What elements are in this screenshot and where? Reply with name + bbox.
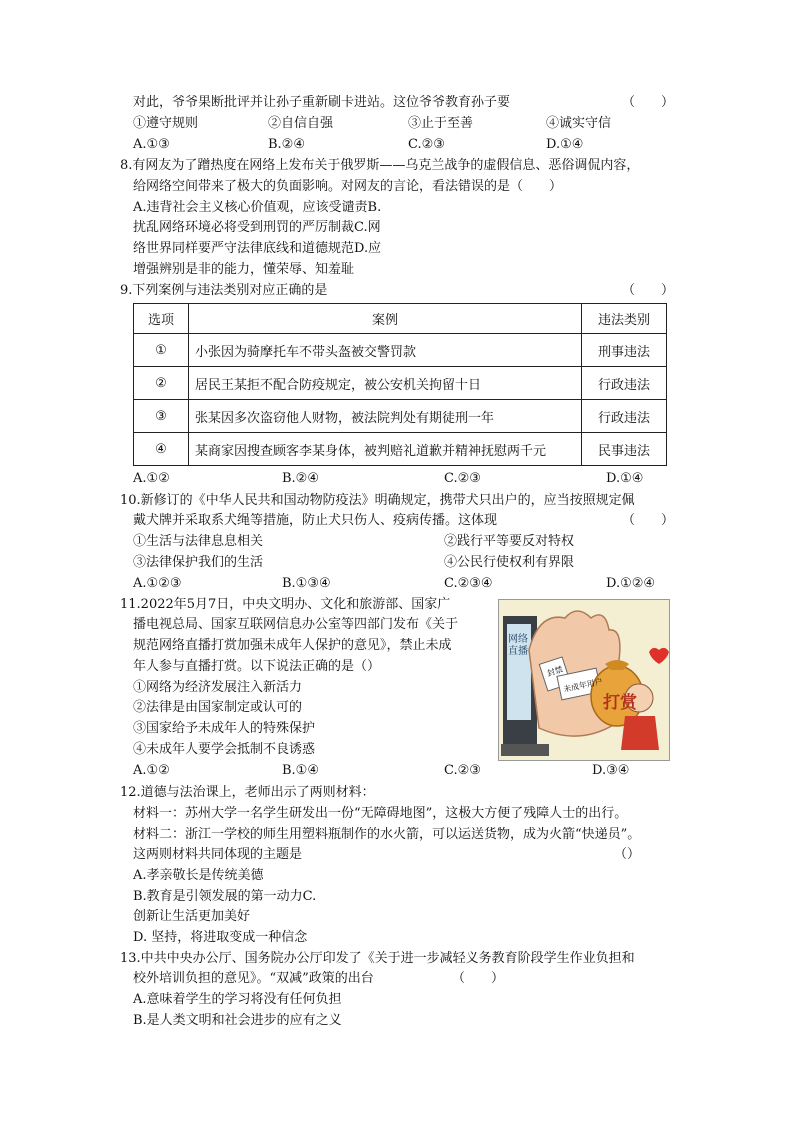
q7-option-b: B.②④ [268, 137, 305, 152]
table-cell-case: 张某因多次盗窃他人财物，被法院判处有期徒刑一年 [189, 400, 582, 433]
q11-stem-line-4: 年人参与直播打赏。以下说法正确的是（） [133, 659, 381, 674]
q10-stem-line-2: 戴犬牌并采取系犬绳等措施，防止犬只伤人、疫病传播。这体现 [133, 513, 498, 528]
q7-item-4: ④诚实守信 [546, 116, 612, 131]
q11-item-2: ②法律是由国家制定或认可的 [133, 700, 303, 715]
table-row [134, 400, 667, 433]
q9-stem: 9.下列案例与违法类别对应正确的是 [120, 283, 328, 298]
table-cell-option: ① [134, 334, 189, 367]
q12-answer-paren: （） [614, 847, 641, 862]
table-header-case: 案例 [189, 304, 582, 334]
table-header-row [134, 304, 667, 334]
table-row [134, 367, 667, 400]
heart-icon [649, 648, 669, 664]
q9-answer-paren: （ ） [622, 283, 675, 298]
table-header-category: 违法类别 [582, 304, 667, 334]
q13-option-a: A.意味着学生的学习将没有任何负担 [133, 992, 342, 1007]
q12-material-1: 材料一：苏州大学一名学生研发出一份“无障碍地图”，这极大方便了残障人士的出行。 [133, 806, 628, 821]
q10-item-4: ④公民行使权利有界限 [444, 555, 575, 570]
q7-item-3: ③止于至善 [408, 116, 474, 131]
table-row [134, 334, 667, 367]
q11-option-a: A.①② [133, 763, 170, 778]
q7-item-1: ①遵守规则 [133, 116, 199, 131]
q11-stem-line-2: 播电视总局、国家互联网信息办公室等四部门发布《关于 [133, 617, 459, 632]
table-cell-option: ② [134, 367, 189, 400]
q12-option-line-3: 创新让生活更加美好 [133, 909, 251, 924]
table-cell-option: ④ [134, 433, 189, 466]
q10-option-d: D.①②④ [606, 576, 656, 591]
q9-option-c: C.②③ [444, 471, 481, 486]
q8-stem-line-2: 给网络空间带来了极大的负面影响。对网友的言论，看法错误的是（ ） [133, 179, 563, 194]
q7-stem: 对此，爷爷果断批评并让孙子重新刷卡进站。这位爷爷教育孙子要 [133, 95, 511, 110]
q10-option-b: B.①③④ [282, 576, 331, 591]
q11-option-b: B.①④ [282, 763, 319, 778]
q12-stem-line-4: 这两则材料共同体现的主题是 [133, 847, 303, 862]
q11-option-d: D.③④ [592, 763, 630, 778]
q13-option-b: B.是人类文明和社会进步的应有之义 [133, 1013, 342, 1028]
q12-material-2: 材料二：浙江一学校的师生用塑料瓶制作的水火箭，可以运送货物，成为火箭“快递员”。 [133, 827, 641, 842]
q7-option-d: D.①④ [546, 137, 584, 152]
table-cell-case: 居民王某拒不配合防疫规定，被公安机关拘留十日 [189, 367, 582, 400]
q12-option-line-4: D. 坚持，将进取变成一种信念 [133, 930, 308, 945]
q7-option-c: C.②③ [408, 137, 445, 152]
q10-option-a: A.①②③ [133, 576, 182, 591]
q12-option-line-1: A.孝亲敬长是传统美德 [133, 868, 264, 883]
q11-item-3: ③国家给予未成年人的特殊保护 [133, 721, 316, 736]
q9-option-a: A.①② [133, 471, 170, 486]
ban-card-label: 封禁 [546, 664, 564, 679]
table-cell-category: 民事违法 [582, 433, 667, 466]
q10-item-3: ③法律保护我们的生活 [133, 555, 264, 570]
minor-user-card-label: 未成年用户 [562, 676, 604, 695]
table-cell-category: 行政违法 [582, 367, 667, 400]
q11-stem-line-1: 11.2022年5月7日，中央文明办、文化和旅游部、国家广 [120, 597, 451, 612]
bag-label: 打赏 [603, 693, 637, 713]
table-row [134, 433, 667, 466]
q11-item-1: ①网络为经济发展注入新活力 [133, 680, 303, 695]
table-cell-category: 行政违法 [582, 400, 667, 433]
q11-option-c: C.②③ [444, 763, 481, 778]
q11-stem-line-3: 规范网络直播打赏加强未成年人保护的意见》，禁止未成 [133, 638, 452, 653]
child-body [621, 716, 659, 750]
q13-stem-line-2: 校外培训负担的意见》。“双减”政策的出台 [133, 971, 374, 986]
q7-answer-paren: （ ） [622, 95, 675, 110]
q9-option-d: D.①④ [606, 471, 644, 486]
q8-stem-line-1: 8.有网友为了蹭热度在网络上发布关于俄罗斯——乌克兰战争的虚假信息、恶俗调侃内容， [120, 158, 640, 173]
table-header-option: 选项 [134, 304, 189, 334]
q10-item-2: ②践行平等要反对特权 [444, 534, 575, 549]
q12-stem-line-1: 12.道德与法治课上，老师出示了两则材料： [120, 785, 375, 800]
screen-label: 网络直播 [508, 634, 528, 657]
q9-case-table [133, 303, 667, 466]
q10-item-1: ①生活与法律息息相关 [133, 534, 264, 549]
q13-stem-line-1: 13.中共中央办公厅、国务院办公厅印发了《关于进一步减轻义务教育阶段学生作业负担和 [120, 951, 635, 966]
q8-option-line-3: 络世界同样要严守法律底线和道德规范D.应 [133, 241, 382, 256]
q8-option-line-4: 增强辨别是非的能力，懂荣辱、知羞耻 [133, 262, 355, 277]
table-cell-case: 小张因为骑摩托车不带头盔被交警罚款 [189, 334, 582, 367]
q11-cartoon-illustration [498, 599, 670, 761]
q10-answer-paren: （ ） [622, 513, 675, 528]
q10-option-c: C.②③④ [444, 576, 493, 591]
q10-stem-line-1: 10.新修订的《中华人民共和国动物防疫法》明确规定，携带犬只出户的，应当按照规定佩 [120, 493, 635, 508]
table-cell-option: ③ [134, 400, 189, 433]
q8-option-line-2: 扰乱网络环境必将受到刑罚的严厉制裁C.网 [133, 220, 381, 235]
q12-option-line-2: B.教育是引领发展的第一动力C. [133, 889, 317, 904]
table-cell-case: 某商家因搜查顾客李某身体，被判赔礼道歉并精神抚慰两千元 [189, 433, 582, 466]
table-cell-category: 刑事违法 [582, 334, 667, 367]
monitor-stand [501, 744, 549, 756]
q9-option-b: B.②④ [282, 471, 319, 486]
q7-item-2: ②自信自强 [268, 116, 334, 131]
q7-option-a: A.①③ [133, 137, 170, 152]
q8-option-line-1: A.违背社会主义核心价值观，应该受谴责B. [133, 200, 382, 215]
q13-answer-paren: （ ） [452, 971, 505, 986]
q11-item-4: ④未成年人要学会抵制不良诱惑 [133, 742, 316, 757]
